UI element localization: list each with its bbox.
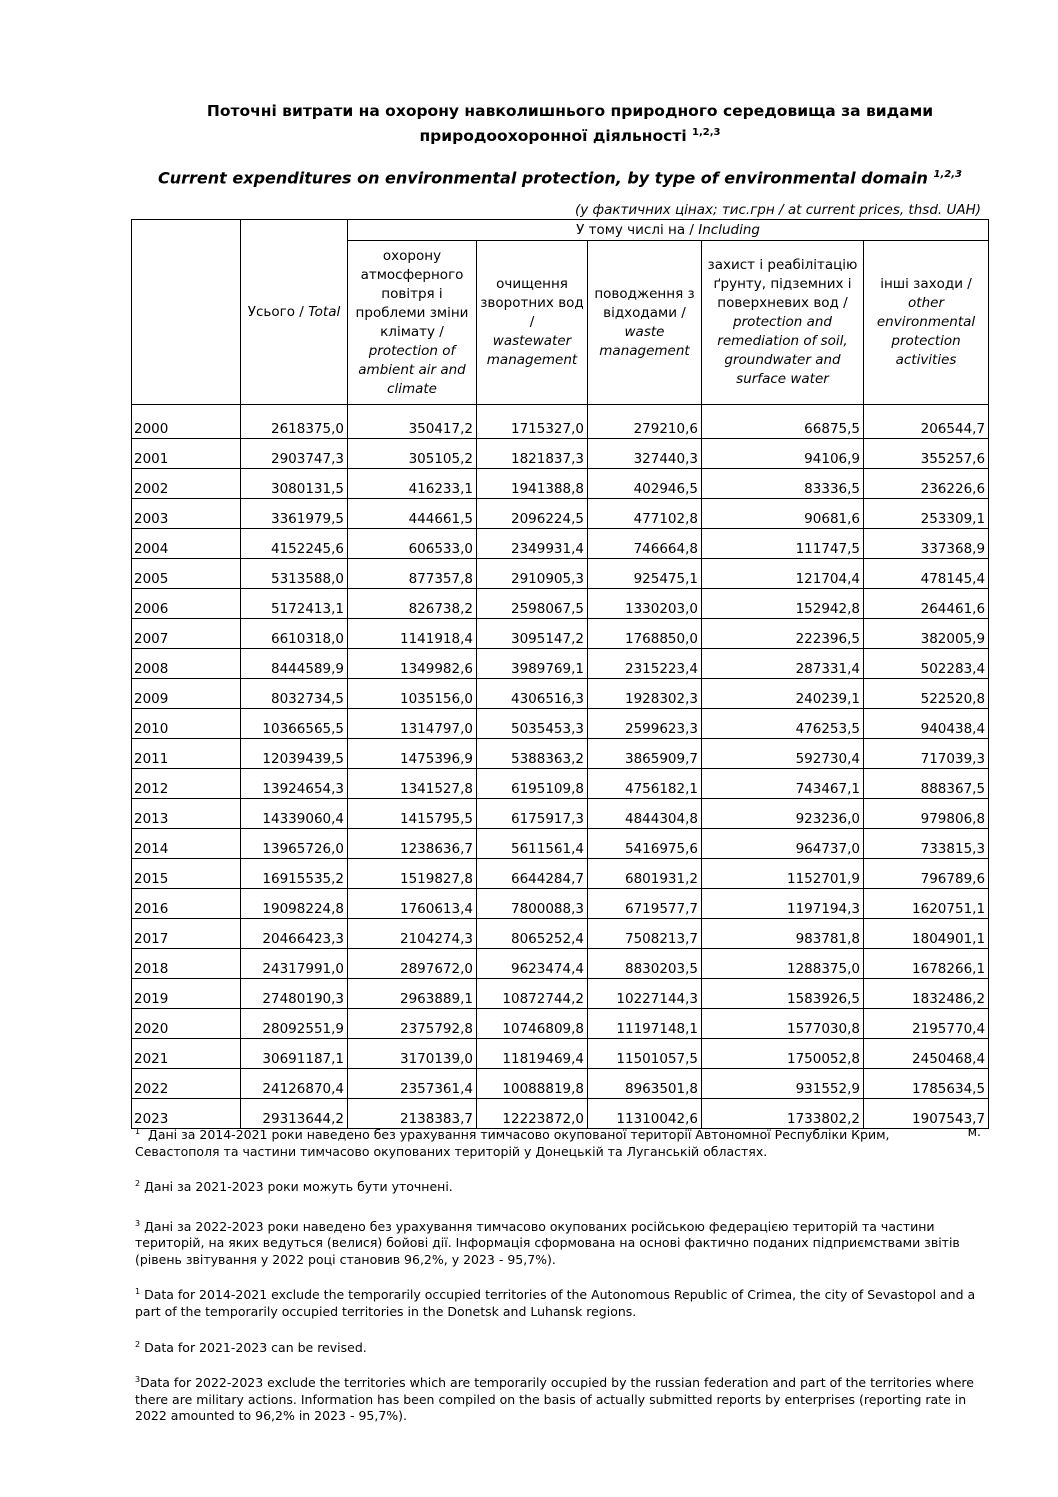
- cell-air: 877357,8: [348, 559, 477, 589]
- table-row: [132, 1009, 989, 1039]
- cell-air: 1035156,0: [348, 679, 477, 709]
- title-uk-footnote-ref: 1,2,3: [692, 127, 721, 138]
- table-row: [132, 409, 989, 439]
- header-waste: [588, 241, 702, 405]
- table-row: [132, 769, 989, 799]
- table-row: [132, 889, 989, 919]
- cell-soil: 592730,4: [702, 739, 864, 769]
- cell-year: 2005: [132, 559, 241, 589]
- cell-soil: 1750052,8: [702, 1039, 864, 1069]
- footnote-3-en-mark: 3: [135, 1375, 141, 1385]
- cell-waste: 6801931,2: [588, 859, 702, 889]
- footnote-2-en: [135, 1337, 985, 1357]
- footnote-3-uk-mark: 3: [135, 1218, 141, 1228]
- cell-total: 5172413,1: [241, 589, 348, 619]
- title-en-footnote-ref: 1,2,3: [933, 169, 962, 180]
- cell-total: 28092551,9: [241, 1009, 348, 1039]
- cell-waste: 746664,8: [588, 529, 702, 559]
- cell-year: 2006: [132, 589, 241, 619]
- cell-year: 2007: [132, 619, 241, 649]
- header-soil: [702, 241, 864, 405]
- expenditures-table: [131, 219, 989, 1129]
- table-row: [132, 439, 989, 469]
- cell-water: 10746809,8: [477, 1009, 588, 1039]
- cell-air: 2357361,4: [348, 1069, 477, 1099]
- cell-other: 733815,3: [864, 829, 989, 859]
- header-water: [477, 241, 588, 405]
- table-row: [132, 919, 989, 949]
- table-row: [132, 949, 989, 979]
- cell-total: 6610318,0: [241, 619, 348, 649]
- cell-soil: 476253,5: [702, 709, 864, 739]
- cell-total: 8444589,9: [241, 649, 348, 679]
- footnote-1-uk: [135, 1124, 985, 1160]
- header-waste-uk: поводження з відходами /: [594, 285, 695, 321]
- cell-waste: 7508213,7: [588, 919, 702, 949]
- cell-soil: 931552,9: [702, 1069, 864, 1099]
- cell-total: 30691187,1: [241, 1039, 348, 1069]
- cell-water: 1715327,0: [477, 409, 588, 439]
- table-row: [132, 649, 989, 679]
- table-row: [132, 589, 989, 619]
- header-including: [348, 220, 989, 241]
- cell-soil: 111747,5: [702, 529, 864, 559]
- header-including-en: Including: [698, 221, 760, 238]
- cell-other: 522520,8: [864, 679, 989, 709]
- footnote-2-en-mark: 2: [135, 1339, 141, 1349]
- cell-air: 826738,2: [348, 589, 477, 619]
- header-other: [864, 241, 989, 405]
- page-title-uk: [150, 100, 990, 147]
- cell-water: 8065252,4: [477, 919, 588, 949]
- cell-air: 606533,0: [348, 529, 477, 559]
- cell-other: 979806,8: [864, 799, 989, 829]
- cell-year: 2000: [132, 409, 241, 439]
- table-row: [132, 799, 989, 829]
- cell-other: 796789,6: [864, 859, 989, 889]
- table-row: [132, 499, 989, 529]
- cell-year: 2003: [132, 499, 241, 529]
- cell-waste: 1928302,3: [588, 679, 702, 709]
- cell-total: 3080131,5: [241, 469, 348, 499]
- cell-water: 1821837,3: [477, 439, 588, 469]
- cell-year: 2023: [132, 1099, 241, 1129]
- cell-waste: 925475,1: [588, 559, 702, 589]
- cell-air: 305105,2: [348, 439, 477, 469]
- cell-air: 2963889,1: [348, 979, 477, 1009]
- cell-total: 2618375,0: [241, 409, 348, 439]
- footnote-1-uk-text-b: Севастополя та частини тимчасово окупованих територій у Донецькій та Луганській областях.: [135, 1143, 768, 1159]
- cell-total: 3361979,5: [241, 499, 348, 529]
- cell-year: 2001: [132, 439, 241, 469]
- cell-air: 444661,5: [348, 499, 477, 529]
- footnote-2-uk-text: Дані за 2021-2023 роки можуть бути уточнені.: [144, 1179, 453, 1195]
- cell-soil: 1577030,8: [702, 1009, 864, 1039]
- cell-waste: 1768850,0: [588, 619, 702, 649]
- cell-air: 1475396,9: [348, 739, 477, 769]
- cell-soil: 222396,5: [702, 619, 864, 649]
- table-row: [132, 829, 989, 859]
- cell-year: 2002: [132, 469, 241, 499]
- cell-total: 4152245,6: [241, 529, 348, 559]
- cell-soil: 94106,9: [702, 439, 864, 469]
- cell-other: 1832486,2: [864, 979, 989, 1009]
- cell-total: 13924654,3: [241, 769, 348, 799]
- cell-soil: 1583926,5: [702, 979, 864, 1009]
- cell-waste: 1330203,0: [588, 589, 702, 619]
- cell-total: 10366565,5: [241, 709, 348, 739]
- table-row: [132, 1069, 989, 1099]
- cell-year: 2018: [132, 949, 241, 979]
- cell-waste: 477102,8: [588, 499, 702, 529]
- footnote-2-en-text: Data for 2021-2023 can be revised.: [144, 1339, 367, 1355]
- cell-other: 717039,3: [864, 739, 989, 769]
- cell-waste: 8963501,8: [588, 1069, 702, 1099]
- cell-waste: 11310042,6: [588, 1099, 702, 1129]
- cell-water: 5611561,4: [477, 829, 588, 859]
- cell-waste: 5416975,6: [588, 829, 702, 859]
- cell-total: 12039439,5: [241, 739, 348, 769]
- footnote-3-uk-text: Дані за 2022-2023 роки наведено без урахування тимчасово окупованих російською федерацією територій та частини територій, на яких ведуться (велися) бойові дії. Інформація сформована на основі фактично поданих підприємствами звітів (рівень звітування у 2022 році становив 96,2%, у 2023 - 95,7%).: [135, 1218, 960, 1267]
- cell-total: 29313644,2: [241, 1099, 348, 1129]
- footnote-1-en-mark: 1: [135, 1287, 141, 1297]
- cell-other: 478145,4: [864, 559, 989, 589]
- cell-year: 2014: [132, 829, 241, 859]
- cell-waste: 11197148,1: [588, 1009, 702, 1039]
- cell-air: 2104274,3: [348, 919, 477, 949]
- cell-air: 1349982,6: [348, 649, 477, 679]
- footnote-3-en-text: Data for 2022-2023 exclude the territories which are temporarily occupied by the russian federation and part of the territories where there are military actions. Information has been compiled on the basis of actually submitted reports by enterprises (reporting rate in 2022 amounted to 96,2% in 2023 - 95,7%).: [135, 1375, 974, 1424]
- header-water-en: wastewater management: [486, 333, 578, 368]
- cell-year: 2013: [132, 799, 241, 829]
- footnote-3-en: [135, 1372, 985, 1425]
- cell-soil: 923236,0: [702, 799, 864, 829]
- cell-water: 10088819,8: [477, 1069, 588, 1099]
- table-row: [132, 679, 989, 709]
- header-air-en: protection of ambient air and climate: [358, 342, 466, 397]
- cell-waste: 402946,5: [588, 469, 702, 499]
- footnote-1-uk-mark: 1: [135, 1127, 141, 1136]
- cell-other: 2195770,4: [864, 1009, 989, 1039]
- cell-soil: 1197194,3: [702, 889, 864, 919]
- header-air-uk: охорону атмосферного повітря і проблеми зміни клімату /: [355, 247, 469, 340]
- cell-other: 355257,6: [864, 439, 989, 469]
- table-row: [132, 859, 989, 889]
- cell-waste: 10227144,3: [588, 979, 702, 1009]
- cell-other: 382005,9: [864, 619, 989, 649]
- cell-other: 502283,4: [864, 649, 989, 679]
- cell-total: 24317991,0: [241, 949, 348, 979]
- cell-other: 264461,6: [864, 589, 989, 619]
- cell-soil: 1288375,0: [702, 949, 864, 979]
- cell-air: 416233,1: [348, 469, 477, 499]
- cell-air: 1141918,4: [348, 619, 477, 649]
- cell-total: 5313588,0: [241, 559, 348, 589]
- cell-year: 2017: [132, 919, 241, 949]
- cell-air: 1415795,5: [348, 799, 477, 829]
- cell-waste: 3865909,7: [588, 739, 702, 769]
- cell-year: 2021: [132, 1039, 241, 1069]
- header-year-cell: [132, 220, 241, 405]
- title-en-text: Current expenditures on environmental protection, by type of environmental domain: [158, 168, 928, 188]
- cell-waste: 4756182,1: [588, 769, 702, 799]
- cell-total: 8032734,5: [241, 679, 348, 709]
- header-other-en: other environmental protection activities: [876, 295, 976, 368]
- cell-total: 14339060,4: [241, 799, 348, 829]
- cell-other: 1620751,1: [864, 889, 989, 919]
- cell-water: 5035453,3: [477, 709, 588, 739]
- cell-total: 13965726,0: [241, 829, 348, 859]
- cell-water: 1941388,8: [477, 469, 588, 499]
- cell-air: 2138383,7: [348, 1099, 477, 1129]
- cell-waste: 4844304,8: [588, 799, 702, 829]
- cell-year: 2008: [132, 649, 241, 679]
- table-row: [132, 469, 989, 499]
- cell-year: 2009: [132, 679, 241, 709]
- cell-year: 2012: [132, 769, 241, 799]
- cell-water: 7800088,3: [477, 889, 588, 919]
- cell-soil: 1733802,2: [702, 1099, 864, 1129]
- cell-other: 1907543,7: [864, 1099, 989, 1129]
- cell-water: 2349931,4: [477, 529, 588, 559]
- header-air: [348, 241, 477, 405]
- cell-water: 5388363,2: [477, 739, 588, 769]
- cell-soil: 83336,5: [702, 469, 864, 499]
- header-including-uk: У тому числі на /: [576, 221, 699, 238]
- page-title-en: [100, 163, 1020, 190]
- cell-water: 4306516,3: [477, 679, 588, 709]
- title-uk-line2: природоохоронної діяльності: [419, 127, 687, 146]
- cell-air: 1314797,0: [348, 709, 477, 739]
- table-row: [132, 739, 989, 769]
- cell-year: 2004: [132, 529, 241, 559]
- footnote-2-uk-mark: 2: [135, 1179, 141, 1189]
- cell-total: 27480190,3: [241, 979, 348, 1009]
- cell-water: 3989769,1: [477, 649, 588, 679]
- table-row: [132, 709, 989, 739]
- cell-soil: 90681,6: [702, 499, 864, 529]
- cell-water: 11819469,4: [477, 1039, 588, 1069]
- cell-water: 2598067,5: [477, 589, 588, 619]
- cell-other: 337368,9: [864, 529, 989, 559]
- footnote-3-uk: [135, 1216, 985, 1269]
- cell-year: 2016: [132, 889, 241, 919]
- cell-air: 350417,2: [348, 409, 477, 439]
- table-row: [132, 1039, 989, 1069]
- header-total-uk: Усього /: [247, 303, 309, 320]
- header-water-uk: очищення зворотних вод /: [480, 276, 584, 330]
- footnote-1-en: [135, 1284, 985, 1320]
- cell-other: 1804901,1: [864, 919, 989, 949]
- cell-other: 2450468,4: [864, 1039, 989, 1069]
- cell-water: 12223872,0: [477, 1099, 588, 1129]
- footnote-1-en-text: Data for 2014-2021 exclude the temporarily occupied territories of the Autonomous Republic of Crimea, the city of Sevastopol and a part of the temporarily occupied territories in the Donetsk and Luhansk regions.: [135, 1287, 976, 1320]
- cell-year: 2019: [132, 979, 241, 1009]
- cell-water: 10872744,2: [477, 979, 588, 1009]
- cell-year: 2020: [132, 1009, 241, 1039]
- cell-year: 2010: [132, 709, 241, 739]
- cell-water: 6644284,7: [477, 859, 588, 889]
- cell-air: 1519827,8: [348, 859, 477, 889]
- footnotes: [135, 1124, 985, 1441]
- cell-waste: 8830203,5: [588, 949, 702, 979]
- cell-water: 3095147,2: [477, 619, 588, 649]
- cell-waste: 327440,3: [588, 439, 702, 469]
- cell-waste: 2599623,3: [588, 709, 702, 739]
- cell-air: 2897672,0: [348, 949, 477, 979]
- cell-other: 940438,4: [864, 709, 989, 739]
- cell-soil: 743467,1: [702, 769, 864, 799]
- table-row: [132, 619, 989, 649]
- cell-air: 3170139,0: [348, 1039, 477, 1069]
- cell-other: 236226,6: [864, 469, 989, 499]
- cell-air: 1760613,4: [348, 889, 477, 919]
- units-note: (у фактичних цінах; тис.грн / at current prices, thsd. UAH): [574, 202, 981, 218]
- table-row: [132, 529, 989, 559]
- cell-year: 2022: [132, 1069, 241, 1099]
- cell-water: 2910905,3: [477, 559, 588, 589]
- cell-air: 2375792,8: [348, 1009, 477, 1039]
- cell-soil: 287331,4: [702, 649, 864, 679]
- cell-soil: 1152701,9: [702, 859, 864, 889]
- cell-total: 20466423,3: [241, 919, 348, 949]
- header-waste-en: waste management: [599, 323, 690, 359]
- cell-waste: 279210,6: [588, 409, 702, 439]
- cell-water: 6195109,8: [477, 769, 588, 799]
- table-body: [132, 405, 989, 1129]
- cell-total: 24126870,4: [241, 1069, 348, 1099]
- cell-total: 19098224,8: [241, 889, 348, 919]
- cell-water: 2096224,5: [477, 499, 588, 529]
- title-uk-line1: Поточні витрати на охорону навколишнього природного середовища за видами: [206, 102, 934, 120]
- cell-other: 888367,5: [864, 769, 989, 799]
- cell-year: 2011: [132, 739, 241, 769]
- cell-water: 9623474,4: [477, 949, 588, 979]
- cell-air: 1341527,8: [348, 769, 477, 799]
- header-soil-en: protection and remediation of soil, groundwater and surface water: [717, 314, 848, 387]
- header-total-en: Total: [308, 303, 341, 320]
- cell-soil: 240239,1: [702, 679, 864, 709]
- cell-total: 2903747,3: [241, 439, 348, 469]
- table-row: [132, 979, 989, 1009]
- cell-soil: 152942,8: [702, 589, 864, 619]
- cell-waste: 2315223,4: [588, 649, 702, 679]
- header-other-uk: інші заходи /: [880, 276, 972, 292]
- cell-soil: 121704,4: [702, 559, 864, 589]
- footnote-1-uk-text-a: Дані за 2014-2021 роки наведено без урахування тимчасово окупованої території Автономної Республіки Крим,: [148, 1127, 890, 1143]
- cell-air: 1238636,7: [348, 829, 477, 859]
- cell-water: 6175917,3: [477, 799, 588, 829]
- cell-waste: 6719577,7: [588, 889, 702, 919]
- header-soil-uk: захист і реабілітацію ґрунту, підземних і поверхневих вод /: [707, 257, 858, 311]
- table-row: [132, 559, 989, 589]
- header-total: [241, 220, 348, 405]
- cell-year: 2015: [132, 859, 241, 889]
- cell-soil: 983781,8: [702, 919, 864, 949]
- cell-other: 206544,7: [864, 409, 989, 439]
- cell-other: 1785634,5: [864, 1069, 989, 1099]
- cell-waste: 11501057,5: [588, 1039, 702, 1069]
- footnote-1-uk-text-m: м.: [967, 1124, 981, 1139]
- cell-other: 1678266,1: [864, 949, 989, 979]
- cell-total: 16915535,2: [241, 859, 348, 889]
- cell-other: 253309,1: [864, 499, 989, 529]
- cell-soil: 66875,5: [702, 409, 864, 439]
- footnote-2-uk: [135, 1176, 985, 1196]
- cell-soil: 964737,0: [702, 829, 864, 859]
